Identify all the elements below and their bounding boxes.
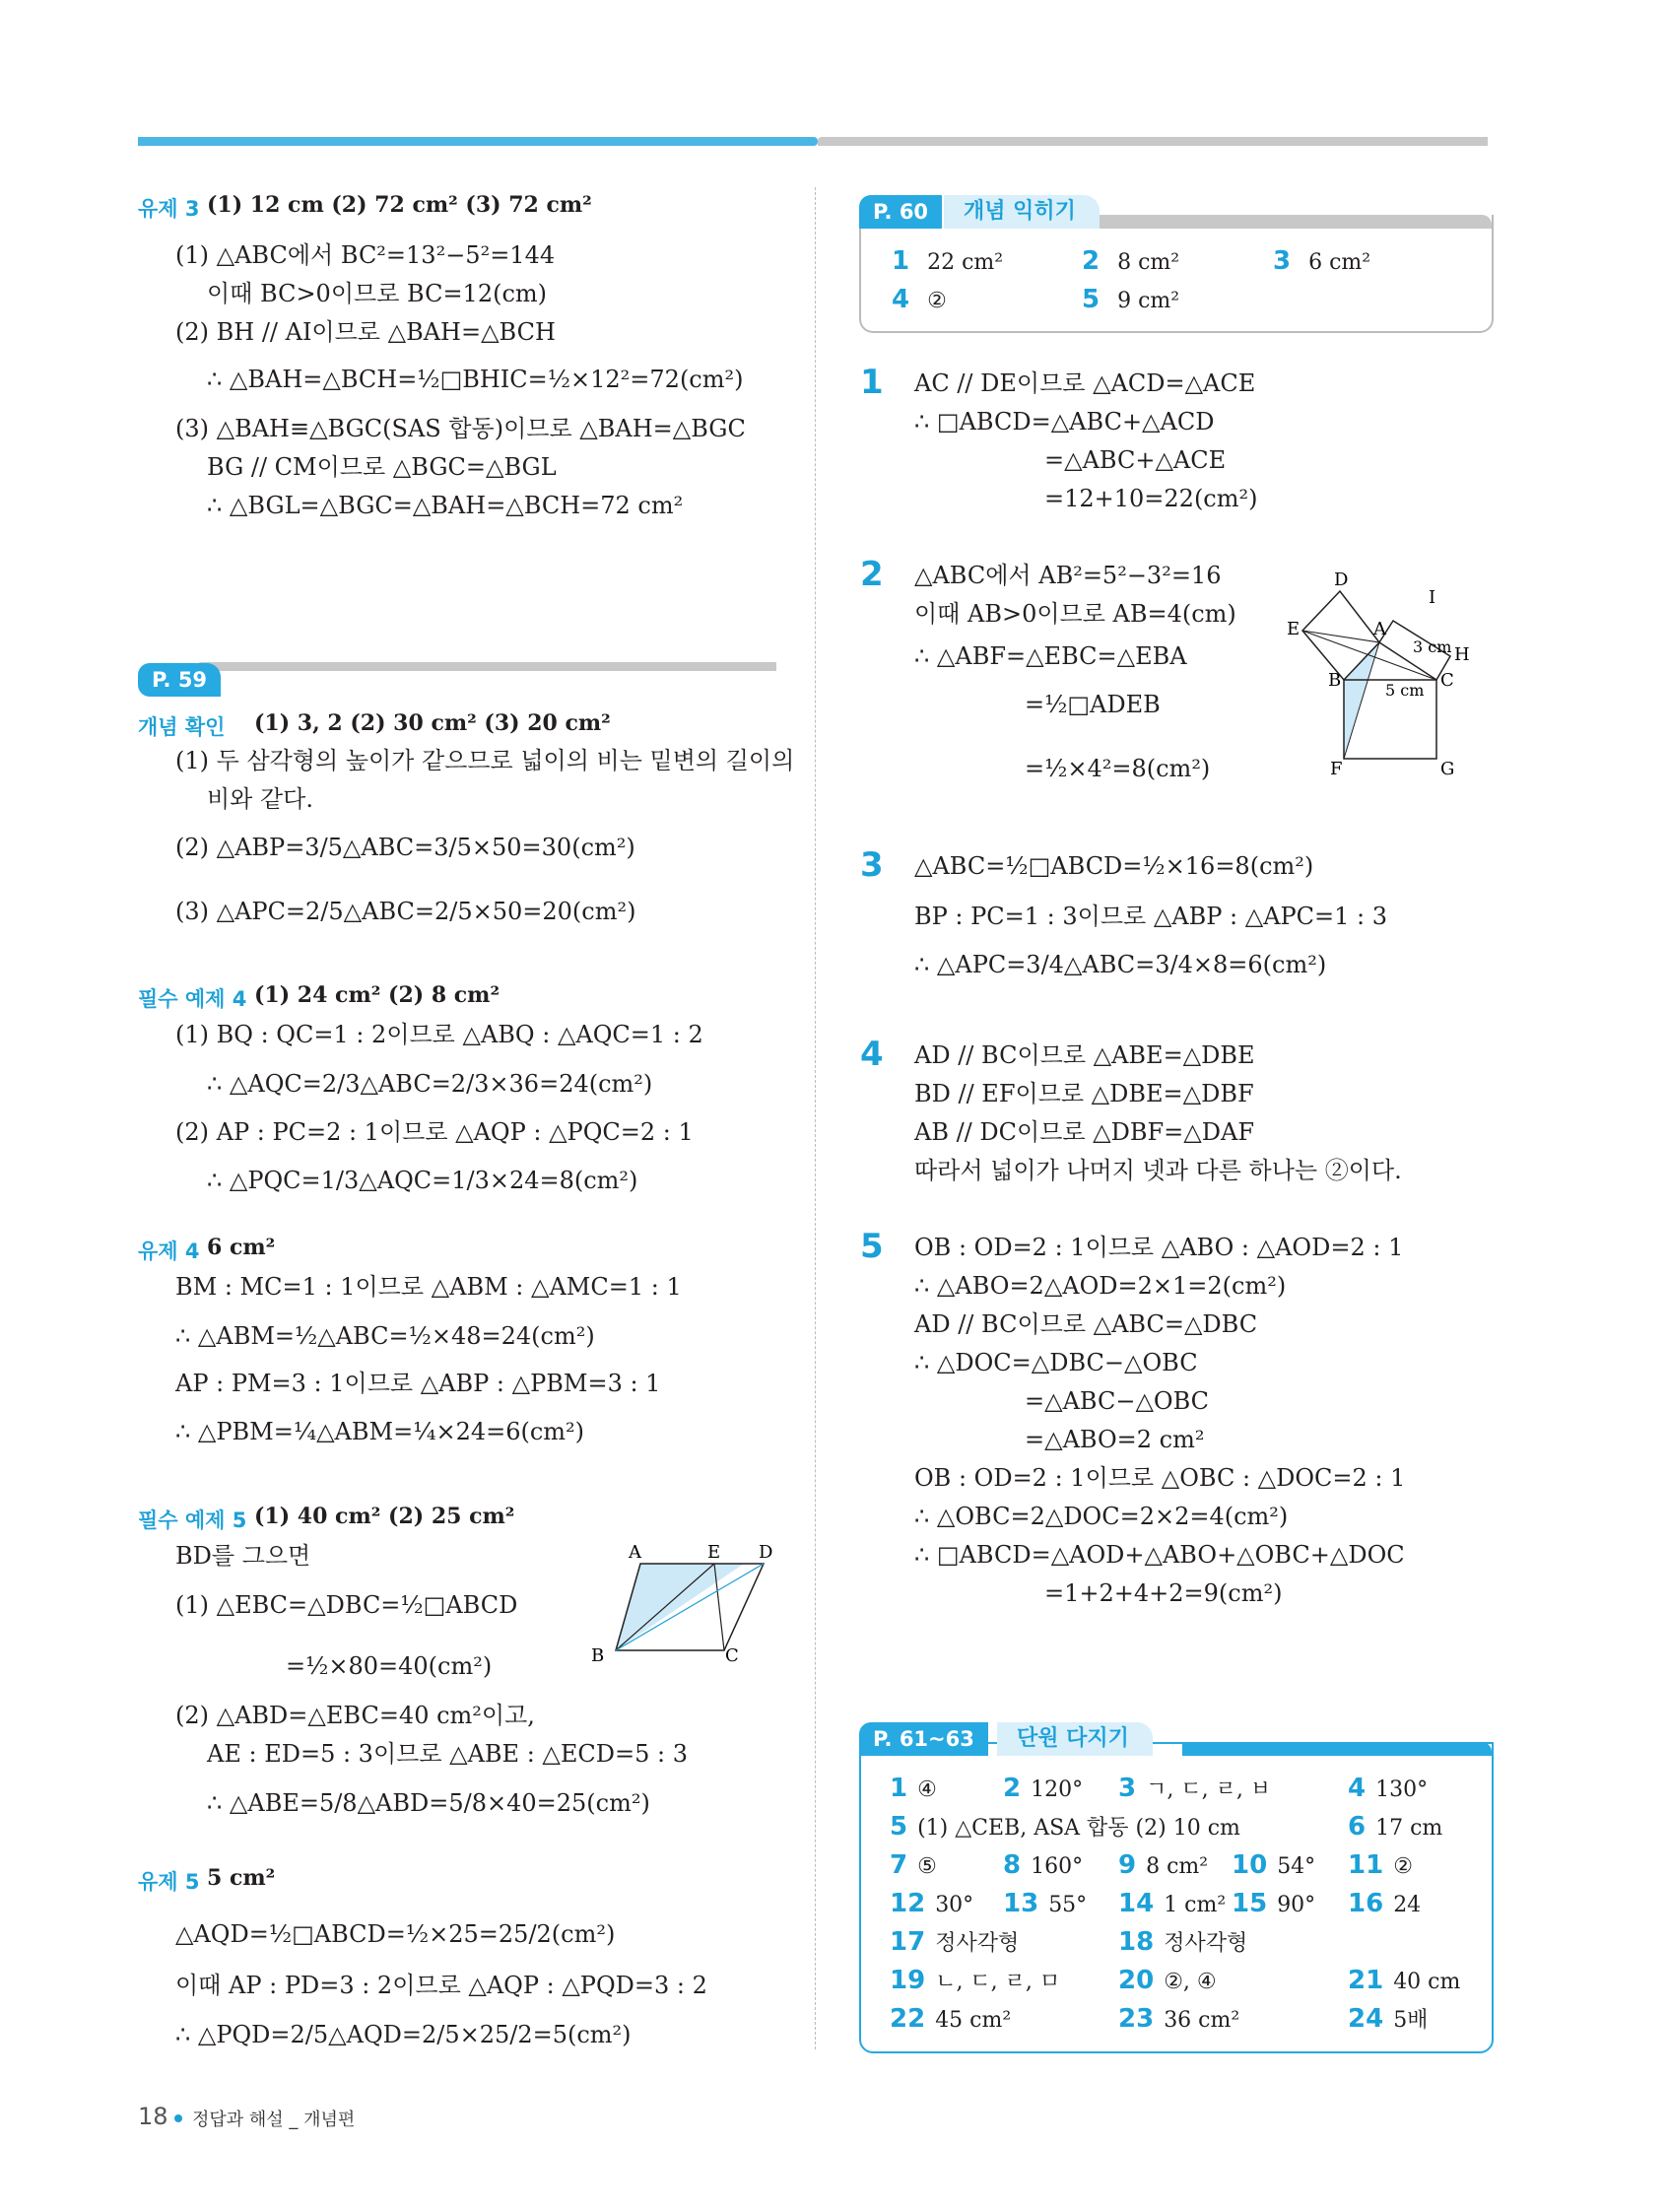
concept-line: (2) △ABP=3/5△ABC=3/5×50=30(cm²) [175,834,635,861]
req4-line: (2) AP : PC=2 : 1이므로 △AQP : △PQC=2 : 1 [175,1118,694,1146]
ex4-label: 유제 4 [138,1240,200,1263]
req4-line: ∴ △AQC=2/3△ABC=2/3×36=24(cm²) [207,1070,653,1098]
unit-tab: 단원 다지기 [997,1722,1153,1756]
fig-label-b: B [591,1645,605,1665]
s5-line: =△ABC−△OBC [1025,1387,1210,1415]
fig-label-bc: 5 cm [1385,681,1425,700]
fig-label-c: C [1440,670,1454,691]
req4-label: 필수 예제 4 [138,987,247,1011]
req4-line: ∴ △PQC=1/3△AQC=1/3×24=8(cm²) [207,1167,638,1194]
s3-line: ∴ △APC=3/4△ABC=3/4×8=6(cm²) [914,951,1327,978]
unit-answer: 23 36 cm² [1118,2004,1240,2034]
unit-answer: 1 ④ [890,1774,937,1803]
ex4-line: ∴ △PBM=¼△ABM=¼×24=6(cm²) [175,1418,585,1445]
top-bar-blue [138,137,818,146]
unit-answer: 10 54° [1232,1850,1316,1880]
s3-line: △ABC=½□ABCD=½×16=8(cm²) [914,852,1314,880]
fig-label-a: A [1373,619,1386,639]
s2-line: 이때 AB>0이므로 AB=4(cm) [914,600,1236,628]
triangle-ebc-shade [616,1564,744,1650]
p60-box-top [1084,215,1492,229]
p60-answer: 3 6 cm² [1273,246,1371,276]
s5-line: OB : OD=2 : 1이므로 △OBC : △DOC=2 : 1 [914,1464,1406,1492]
ex4-line: BM : MC=1 : 1이므로 △ABM : △AMC=1 : 1 [175,1273,682,1301]
s5-line: ∴ △DOC=△DBC−△OBC [914,1349,1198,1376]
s2-line: △ABC에서 AB²=5²−3²=16 [914,562,1222,589]
unit-answer: 18 정사각형 [1118,1927,1248,1957]
footer-title: 정답과 해설 _ 개념편 [192,2110,356,2130]
req5-line: =½×80=40(cm²) [286,1652,493,1680]
req5-line: BD를 그으면 [175,1542,311,1570]
ex3-line: 이때 BC>0이므로 BC=12(cm) [207,280,548,307]
footer-page-number: 18 [138,2103,168,2130]
fig-label-a: A [629,1542,641,1563]
unit-answer: 6 17 cm [1348,1812,1443,1842]
ex5-label: 유제 5 [138,1870,200,1894]
fig-label-d: D [1334,570,1349,590]
unit-answer: 16 24 [1348,1889,1422,1918]
unit-answer: 12 30° [890,1889,974,1918]
fig-label-g: G [1440,759,1455,779]
s4-line: BD // EF이므로 △DBE=△DBF [914,1080,1254,1107]
unit-answer: 22 45 cm² [890,2004,1012,2034]
s4-number: 4 [860,1035,884,1074]
s4-line: AD // BC이므로 △ABE=△DBE [914,1041,1255,1069]
ex3-line: (3) △BAH≡△BGC(SAS 합동)이므로 △BAH=△BGC [175,415,746,442]
req4-answer: (1) 24 cm² (2) 8 cm² [254,982,500,1008]
req5-answer: (1) 40 cm² (2) 25 cm² [254,1504,515,1529]
unit-answer: 24 5배 [1348,2004,1429,2034]
ex3-answer: (1) 12 cm (2) 72 cm² (3) 72 cm² [207,192,592,218]
unit-answer: 9 8 cm² [1118,1850,1209,1880]
fig-label-c: C [725,1645,739,1665]
s5-line: ∴ △ABO=2△AOD=2×1=2(cm²) [914,1272,1287,1300]
fig-label-e: E [1287,619,1301,639]
unit-answer: 20 ②, ④ [1118,1966,1217,1995]
s5-line: OB : OD=2 : 1이므로 △ABO : △AOD=2 : 1 [914,1234,1404,1261]
ex5-line: 이때 AP : PD=3 : 2이므로 △AQP : △PQD=3 : 2 [175,1972,707,1999]
concept-line: (1) 두 삼각형의 높이가 같으므로 넓이의 비는 밑변의 길이의 [175,747,795,774]
fig-label-ac: 3 cm [1413,637,1452,656]
fig-label-i: I [1429,587,1436,608]
unit-box-top [1182,1742,1492,1756]
req5-line: ∴ △ABE=5/8△ABD=5/8×40=25(cm²) [207,1789,650,1817]
unit-pill: P. 61~63 [859,1722,988,1756]
unit-answer: 3 ㄱ, ㄷ, ㄹ, ㅂ [1118,1774,1272,1803]
req4-line: (1) BQ : QC=1 : 2이므로 △ABQ : △AQC=1 : 2 [175,1021,703,1048]
s5-line: AD // BC이므로 △ABC=△DBC [914,1310,1258,1338]
footer-dot [174,2114,182,2122]
ex3-line: ∴ △BAH=△BCH=½□BHIC=½×12²=72(cm²) [207,366,744,393]
fig-label-h: H [1454,644,1470,665]
s4-line: AB // DC이므로 △DBF=△DAF [914,1118,1254,1146]
concept-answer: (1) 3, 2 (2) 30 cm² (3) 20 cm² [254,710,611,736]
ex4-line: ∴ △ABM=½△ABC=½×48=24(cm²) [175,1322,595,1350]
unit-answer: 21 40 cm [1348,1966,1461,1995]
ex3-line: (1) △ABC에서 BC²=13²−5²=144 [175,241,556,269]
fig-label-f: F [1330,759,1343,779]
ex5-line: ∴ △PQD=2/5△AQD=2/5×25/2=5(cm²) [175,2021,632,2048]
p60-answer: 2 8 cm² [1082,246,1180,276]
pythagoras-figure [1281,564,1507,785]
ex3-line: ∴ △BGL=△BGC=△BAH=△BCH=72 cm² [207,492,684,519]
ex3-line: BG // CM이므로 △BGC=△BGL [207,453,557,481]
ex3-label: 유제 3 [138,197,200,221]
p60-answer: 4 ② [892,285,947,314]
s5-line: =1+2+4+2=9(cm²) [1044,1579,1283,1607]
req5-line: (1) △EBC=△DBC=½□ABCD [175,1591,518,1619]
parallelogram-figure [581,1542,788,1665]
s2-line: =½×4²=8(cm²) [1025,755,1211,782]
s4-line: 따라서 넓이가 나머지 넷과 다른 하나는 ②이다. [914,1157,1402,1184]
s5-line: ∴ □ABCD=△AOD+△ABO+△OBC+△DOC [914,1541,1405,1569]
s3-line: BP : PC=1 : 3이므로 △ABP : △APC=1 : 3 [914,903,1388,930]
concept-line: (3) △APC=2/5△ABC=2/5×50=20(cm²) [175,898,636,925]
fig-label-b: B [1328,670,1342,691]
s1-line: ∴ □ABCD=△ABC+△ACD [914,408,1215,436]
p60-answer: 5 9 cm² [1082,285,1180,314]
p60-answer: 1 22 cm² [892,246,1004,276]
concept-line: 비와 같다. [207,785,313,813]
s2-line: ∴ △ABF=△EBC=△EBA [914,642,1187,670]
ex4-line: AP : PM=3 : 1이므로 △ABP : △PBM=3 : 1 [175,1370,661,1397]
s2-number: 2 [860,555,884,594]
s5-line: ∴ △OBC=2△DOC=2×2=4(cm²) [914,1503,1289,1530]
s5-line: =△ABO=2 cm² [1025,1426,1205,1453]
unit-answer: 13 55° [1003,1889,1088,1918]
p60-pill: P. 60 [859,195,942,229]
s1-line: =△ABC+△ACE [1044,446,1227,474]
unit-answer: 14 1 cm² [1118,1889,1227,1918]
ex3-line: (2) BH // AI이므로 △BAH=△BCH [175,318,556,346]
s3-number: 3 [860,845,884,885]
fig-label-d: D [759,1542,773,1563]
p59-bar [197,662,776,671]
column-divider [815,187,816,2049]
s2-line: =½□ADEB [1025,691,1161,718]
concept-label: 개념 확인 [138,715,226,739]
unit-answer: 15 90° [1232,1889,1316,1918]
req5-line: (2) △ABD=△EBC=40 cm²이고, [175,1702,535,1729]
ex4-answer: 6 cm² [207,1235,276,1260]
fig-label-e: E [707,1542,721,1563]
unit-answer: 2 120° [1003,1774,1084,1803]
s1-number: 1 [860,363,884,402]
segment-ea [1302,631,1379,642]
s1-line: =12+10=22(cm²) [1044,485,1258,512]
ex5-answer: 5 cm² [207,1865,276,1891]
unit-answer: 8 160° [1003,1850,1084,1880]
req5-label: 필수 예제 5 [138,1508,247,1532]
unit-answer: 19 ㄴ, ㄷ, ㄹ, ㅁ [890,1966,1061,1995]
unit-answer: 17 정사각형 [890,1927,1020,1957]
top-bar-gray [818,137,1488,146]
s1-line: AC // DE이므로 △ACD=△ACE [914,369,1256,397]
unit-answer: 7 ⑤ [890,1850,937,1880]
p59-pill: P. 59 [138,663,221,697]
s5-number: 5 [860,1227,884,1266]
unit-answer: 11 ② [1348,1850,1413,1880]
unit-answer: 4 130° [1348,1774,1429,1803]
req5-line: AE : ED=5 : 3이므로 △ABE : △ECD=5 : 3 [207,1740,688,1768]
p60-tab: 개념 익히기 [944,195,1100,229]
unit-answer: 5 (1) △CEB, ASA 합동 (2) 10 cm [890,1812,1240,1842]
ex5-line: △AQD=½□ABCD=½×25=25/2(cm²) [175,1920,616,1948]
